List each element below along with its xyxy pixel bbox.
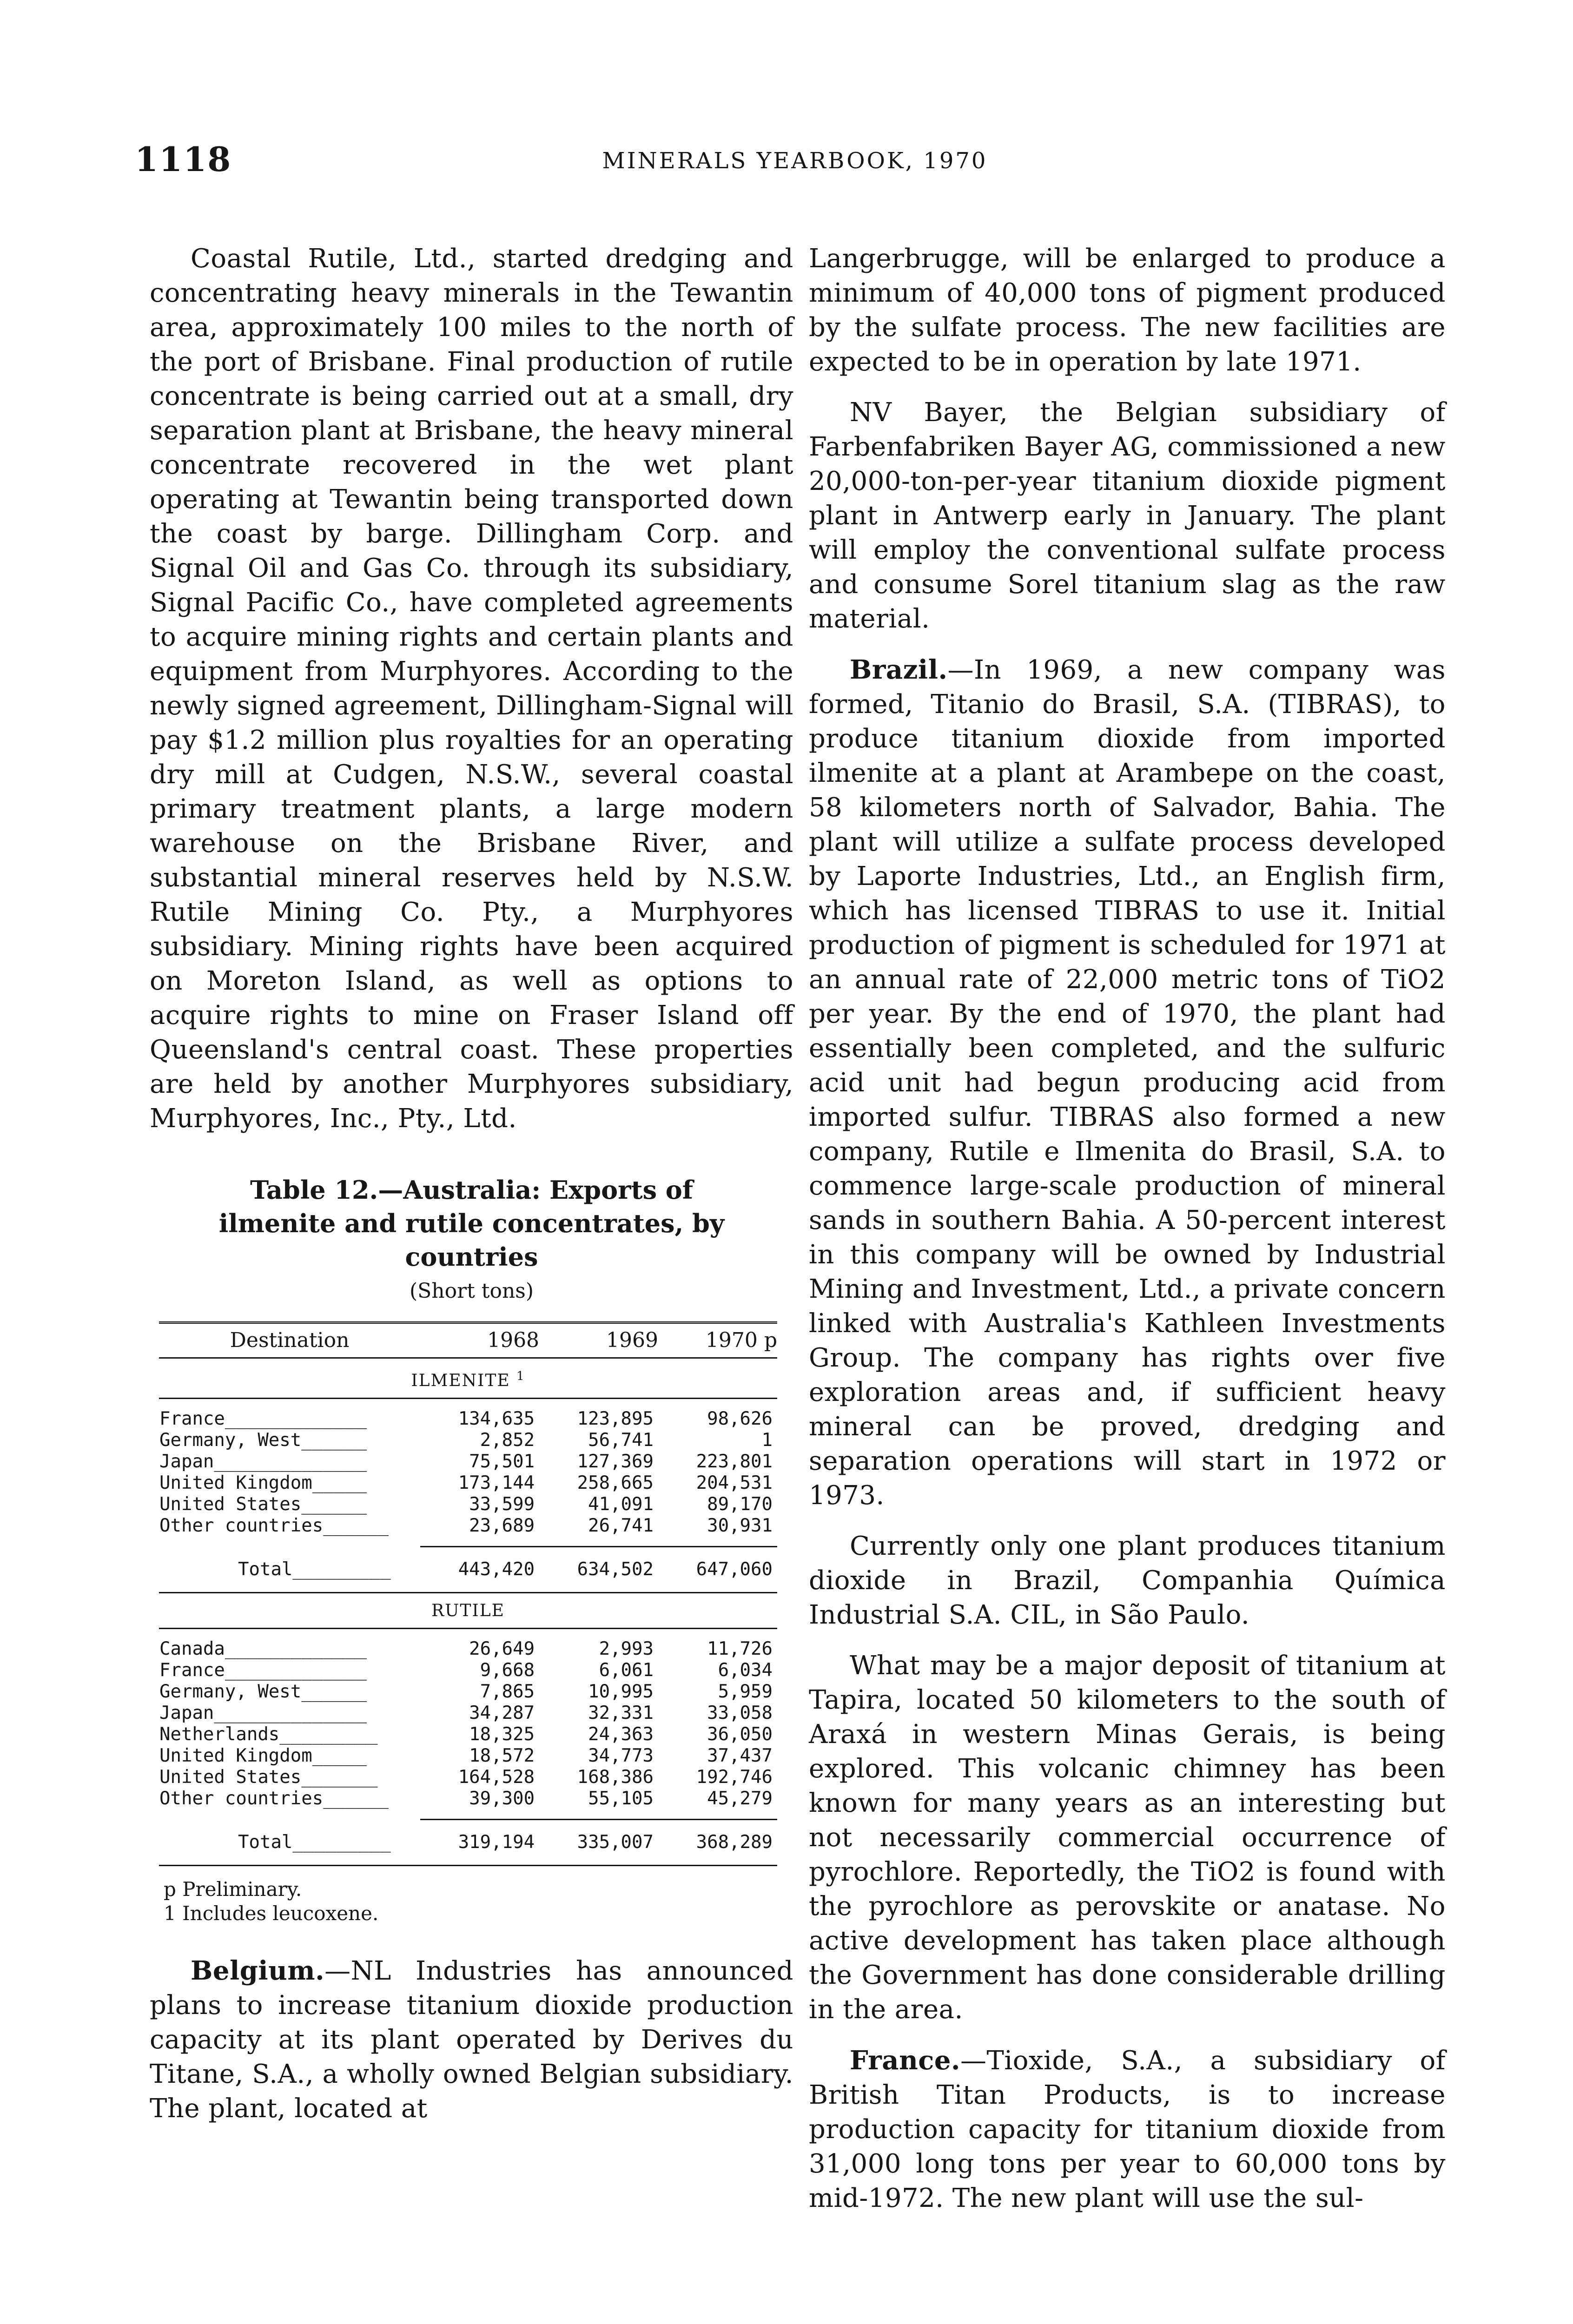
page-number: 1118 [135,139,232,179]
destination-cell: United States_______ [159,1767,378,1788]
value-1969: 32,331 [588,1703,654,1723]
table-row [159,1660,777,1681]
value-1969: 2,993 [599,1638,654,1659]
table-row [159,1681,777,1703]
running-head: MINERALS YEARBOOK, 1970 [602,148,988,174]
value-1970: 223,801 [696,1451,773,1472]
value-1968: 164,528 [458,1767,535,1788]
column-header-1968: 1968 [487,1328,540,1352]
value-1970: 45,279 [707,1788,773,1809]
table-row [159,1515,777,1537]
destination-cell: United States______ [159,1494,367,1515]
destination-cell: United Kingdom_____ [159,1745,367,1766]
value-1969: 26,741 [588,1515,654,1536]
value-1970: 37,437 [707,1745,773,1766]
table-header-row [159,1323,777,1358]
total-1970: 368,289 [696,1832,773,1853]
value-1968: 39,300 [469,1788,535,1809]
table-12 [150,1173,793,1926]
total-1969: 634,502 [577,1559,654,1580]
value-1968: 2,852 [480,1430,535,1451]
rutile-section [159,1593,777,1866]
value-1969: 34,773 [588,1745,654,1766]
table-unit: (Short tons) [409,1279,534,1303]
table-row-total-rutile [159,1820,777,1866]
footnote-marker: 1 [516,1369,525,1383]
value-1968: 23,689 [469,1515,535,1536]
table-footnotes [164,1877,793,1926]
heading-belgium: Belgium. [191,1955,325,1986]
destination-cell: France_____________ [159,1660,367,1681]
value-1968: 173,144 [458,1472,535,1493]
destination-cell: United Kingdom_____ [159,1472,367,1493]
table-row [159,1767,777,1788]
destination-cell: Canada_____________ [159,1638,367,1659]
table-row [159,1638,777,1660]
value-1970: 6,034 [718,1660,773,1681]
total-label: Total_________ [238,1559,391,1580]
paragraph-belgium [150,1954,793,2126]
value-1968: 9,668 [480,1660,535,1681]
exports-table [159,1321,777,1866]
destination-cell: Germany, West______ [159,1681,367,1702]
value-1970: 33,058 [707,1703,773,1723]
table-row [159,1745,777,1767]
value-1968: 33,599 [469,1494,535,1515]
value-1969: 123,895 [577,1408,654,1429]
section-heading-ilmenite [159,1358,777,1399]
spacer-row [159,1629,777,1639]
table-row [159,1724,777,1745]
total-1969: 335,007 [577,1832,654,1853]
value-1968: 75,501 [469,1451,535,1472]
section-label-rutile: RUTILE [159,1593,777,1629]
column-header-1969: 1969 [606,1328,659,1352]
value-1969: 41,091 [588,1494,654,1515]
value-1968: 18,572 [469,1745,535,1766]
value-1969: 55,105 [588,1788,654,1809]
value-1969: 6,061 [599,1660,654,1681]
value-1970: 1 [761,1430,773,1451]
value-1970: 192,746 [696,1767,773,1788]
paragraph-tapira: What may be a major deposit of titanium at Tapira, located 50 kilometers to the south of Araxá in western Minas Gerais, is being explored. This volcanic chimney has been known for many years as an interesting but not necessarily commercial occurrence of pyrochlore. Reportedly, the TiO2 is found with the pyrochlore as perovskite or anatase. No active development has taken place although the Government has done considerable drilling in the area. [809,1651,1446,2025]
section-label-ilmenite: ILMENITE [411,1371,510,1390]
table-title: Table 12.—Australia: Exports of ilmenite and rutile concentrates, by countries [218,1175,725,1272]
destination-cell: Germany, West______ [159,1430,367,1451]
footnote-preliminary: p Preliminary. [164,1878,302,1901]
table-row-total-ilmenite [159,1547,777,1593]
value-1968: 26,649 [469,1638,535,1659]
heading-france: France. [850,2045,960,2076]
footnote-leucoxene: 1 Includes leucoxene. [164,1902,379,1925]
value-1970: 36,050 [707,1724,773,1745]
destination-cell: Other countries______ [159,1515,389,1536]
table-row [159,1408,777,1430]
right-column [809,242,1446,2232]
table-row [159,1703,777,1724]
destination-cell: Netherlands_________ [159,1724,378,1745]
value-1970: 5,959 [718,1681,773,1702]
table-row [159,1472,777,1494]
destination-cell: Japan______________ [159,1451,367,1472]
table-row [159,1451,777,1472]
belgium-text: —NL Industries has announced plans to increase titanium dioxide production capacity at its plant operated by Derives du Titane, S.A., a wholly owned Belgian subsidiary. The plant, located at [150,1956,793,2124]
value-1968: 134,635 [458,1408,535,1429]
value-1969: 56,741 [588,1430,654,1451]
value-1969: 10,995 [588,1681,654,1702]
value-1968: 7,865 [480,1681,535,1702]
value-1969: 168,386 [577,1767,654,1788]
paragraph-bayer: NV Bayer, the Belgian subsidiary of Farbenfabriken Bayer AG, commissioned a new 20,000-ton-per-year titanium dioxide pigment plant in Antwerp early in January. The plant will employ the conventional sulfate process and consume Sorel titanium slag as the raw material. [809,397,1446,634]
total-1968: 319,194 [458,1832,535,1853]
column-header-1970: 1970 p [705,1328,777,1352]
value-1969: 24,363 [588,1724,654,1745]
ilmenite-section [159,1358,777,1593]
brazil-text: —In 1969, a new company was formed, Titanio do Brasil, S.A. (TIBRAS), to produce titanium dioxide from imported ilmenite at a plant at Arambepe on the coast, 58 kilometers north of Salvador, Bahia. The plant will utilize a sulfate process developed by Laporte Industries, Ltd., an English firm, which has licensed TIBRAS to use it. Initial production of pigment is scheduled for 1971 at an annual rate of 22,000 metric tons of TiO2 per year. By the end of 1970, the plant had essentially been completed, and the sulfuric acid unit had begun producing acid from imported sulfur. TIBRAS also formed a new company, Rutile e Ilmenita do Brasil, S.A. to commence large-scale production of mineral sands in southern Bahia. A 50-percent interest in this company will be owned by Industrial Mining and Investment, Ltd., a private concern linked with Australia's Kathleen Investments Group. The company has rights over five exploration areas and, if sufficient heavy mineral can be proved, dredging and separation operations will start in 1972 or 1973. [809,655,1446,1511]
spacer-row [159,1809,777,1820]
left-column [150,242,793,2142]
value-1969: 258,665 [577,1472,654,1493]
paragraph-australia-continued: Coastal Rutile, Ltd., started dredging and concentrating heavy minerals in the Tewantin area, approximately 100 miles to the north of the port of Brisbane. Final production of rutile concentrate is being carried out at a small, dry separation plant at Brisbane, the heavy mineral concentrate recovered in the wet plant operating at Tewantin being transported down the coast by barge. Dillingham Corp. and Signal Oil and Gas Co. through its subsidiary, Signal Pacific Co., have completed agreements to acquire mining rights and certain plants and equipment from Murphyores. According to the newly signed agreement, Dillingham-Signal will pay $1.2 million plus royalties for an operating dry mill at Cudgen, N.S.W., several coastal primary treatment plants, a large modern warehouse on the Brisbane River, and substantial mineral reserves held by N.S.W. Rutile Mining Co. Pty., a Murphyores subsidiary. Mining rights have been acquired on Moreton Island, as well as options to acquire rights to mine on Fraser Island off Queensland's central coast. These properties are held by another Murphyores subsidiary, Murphyores, Inc., Pty., Ltd. [150,244,793,1134]
heading-brazil: Brazil. [850,654,948,685]
total-1970: 647,060 [696,1559,773,1580]
value-1970: 98,626 [707,1408,773,1429]
paragraph-brazil [809,653,1446,1513]
value-1970: 89,170 [707,1494,773,1515]
table-row [159,1494,777,1515]
value-1969: 127,369 [577,1451,654,1472]
section-heading-rutile [159,1593,777,1629]
destination-cell: Other countries______ [159,1788,389,1809]
table-row [159,1788,777,1809]
column-header-destination: Destination [230,1328,350,1352]
destination-cell: France_____________ [159,1408,367,1429]
table-row [159,1430,777,1451]
value-1970: 11,726 [707,1638,773,1659]
total-1968: 443,420 [458,1559,535,1580]
spacer-row [159,1399,777,1409]
value-1970: 204,531 [696,1472,773,1493]
france-text: —Tioxide, S.A., a subsidiary of British Titan Products, is to increase production capacity for titanium dioxide from 31,000 long tons per year to 60,000 tons by mid-1972. The new plant will use the sul- [809,2046,1446,2213]
paragraph-brazil-plant: Currently only one plant produces titanium dioxide in Brazil, Companhia Química Industrial S.A. CIL, in São Paulo. [809,1531,1446,1630]
value-1968: 34,287 [469,1703,535,1723]
value-1968: 18,325 [469,1724,535,1745]
total-label: Total_________ [238,1832,391,1853]
destination-cell: Japan______________ [159,1703,367,1723]
spacer-row [159,1537,777,1547]
value-1970: 30,931 [707,1515,773,1536]
paragraph-france [809,2043,1446,2216]
paragraph-belgium-continued: Langerbrugge, will be enlarged to produce a minimum of 40,000 tons of pigment produced by the sulfate process. The new facilities are expected to be in operation by late 1971. [809,244,1446,377]
